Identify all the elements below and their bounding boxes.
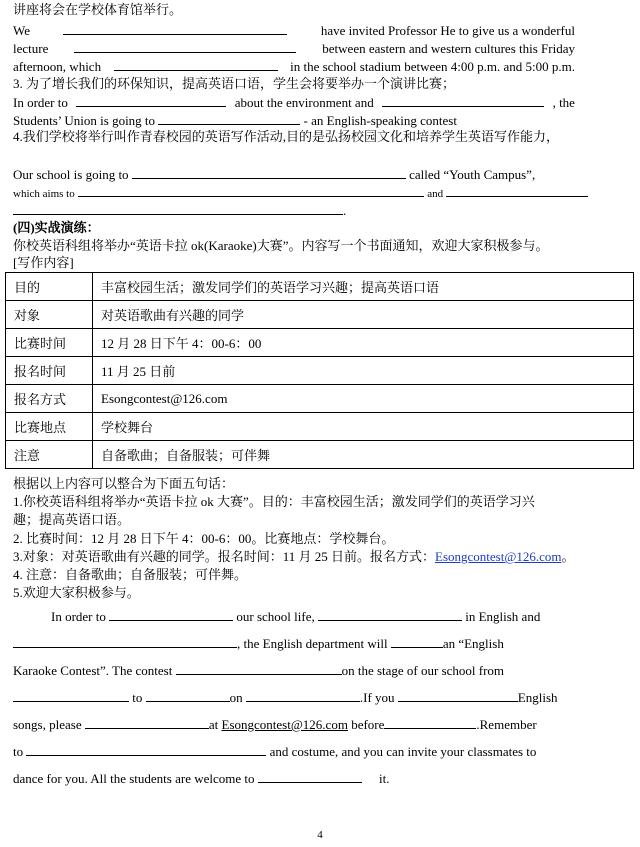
passage-line-3: Karaoke Contest”. The contest on the stage of our school from [13, 663, 505, 678]
table-row [6, 329, 634, 357]
table-cell-label: 比赛地点 [6, 413, 93, 441]
passage-line-2: , the English department will an “English [13, 635, 575, 652]
table-cell-value: 学校舞台 [93, 413, 634, 441]
answer-blank[interactable] [109, 608, 233, 621]
contest-info-table [5, 272, 634, 469]
table-cell-value: 对英语歌曲有兴趣的同学 [93, 301, 634, 329]
section-title: (四)实战演练： [13, 220, 100, 235]
table-row [6, 273, 634, 301]
table-row [6, 413, 634, 441]
answer-blank[interactable] [26, 743, 266, 756]
table-cell-label: 报名时间 [6, 357, 93, 385]
answer-blank[interactable] [78, 184, 424, 197]
answer-blank[interactable] [158, 112, 300, 125]
table-row [6, 441, 634, 469]
answer-blank[interactable] [13, 689, 129, 702]
passage-line-4: to on .If you English [13, 689, 575, 706]
question-2-line-2: lecture between eastern and western cultures this Friday [13, 41, 575, 56]
question-4-chinese: 4.我们学校将举行叫作青春校园的英语写作活动,目的是弘扬校园文化和培养学生英语写作能力， [13, 129, 560, 144]
note-1a: 1.你校英语科组将举办“英语卡拉 ok 大赛”。目的：丰富校园生活；激发同学们的英语学习兴 [13, 494, 535, 509]
note-3: 3.对象：对英语歌曲有兴趣的同学。报名时间：11 月 25 日前。报名方式：Esongcontest@126.com。 [13, 549, 575, 564]
table-cell-value: 12 月 28 日下午 4：00-6：00 [93, 329, 634, 357]
question-3-chinese: 3. 为了增长我们的环保知识，提高英语口语，学生会将要举办一个演讲比赛； [13, 76, 456, 91]
answer-blank[interactable] [13, 202, 343, 215]
table-cell-label: 注意 [6, 441, 93, 469]
answer-blank[interactable] [76, 94, 226, 107]
answer-blank[interactable] [132, 166, 406, 179]
answer-blank[interactable] [176, 662, 342, 675]
lecture-location-sentence: 讲座将会在学校体育馆举行。 [13, 2, 183, 17]
answer-blank[interactable] [63, 22, 287, 35]
answer-blank[interactable] [246, 689, 360, 702]
question-2-line-3: afternoon, which in the school stadium between 4:00 p.m. and 5:00 p.m. [13, 59, 575, 74]
answer-blank[interactable] [384, 716, 476, 729]
note-2: 2. 比赛时间：12 月 28 日下午 4：00-6：00。比赛地点：学校舞台。 [13, 531, 395, 546]
note-1b: 趣；提高英语口语。 [13, 512, 131, 527]
table-cell-label: 比赛时间 [6, 329, 93, 357]
answer-blank[interactable] [146, 689, 230, 702]
answer-blank[interactable] [74, 40, 296, 53]
table-cell-label: 报名方式 [6, 385, 93, 413]
passage-line-7: dance for you. All the students are welcome to it. [13, 771, 390, 786]
answer-blank[interactable] [13, 635, 237, 648]
question-2-line-1: We have invited Professor He to give us a wonderful [13, 23, 575, 38]
question-4-line-1: Our school is going to called “Youth Campus”, [13, 167, 536, 182]
note-5: 5.欢迎大家积极参与。 [13, 585, 140, 600]
question-3-line-2: Students’ Union is going to - an English-speaking contest [13, 113, 457, 128]
page-number: 4 [317, 829, 323, 841]
note-4: 4. 注意：自备歌曲；自备服装；可伴舞。 [13, 567, 248, 582]
question-4-line-3: . [13, 202, 575, 219]
table-row [6, 385, 634, 413]
table-cell-value: 11 月 25 日前 [93, 357, 634, 385]
notes-lead: 根据以上内容可以整合为下面五句话： [13, 476, 235, 491]
answer-blank[interactable] [446, 184, 588, 197]
answer-blank[interactable] [391, 635, 443, 648]
table-row [6, 301, 634, 329]
answer-blank[interactable] [398, 689, 518, 702]
answer-blank[interactable] [85, 716, 209, 729]
table-cell-value: 丰富校园生活；激发同学们的英语学习兴趣；提高英语口语 [93, 273, 634, 301]
table-cell-label: 对象 [6, 301, 93, 329]
answer-blank[interactable] [258, 770, 362, 783]
table-cell-value: Esongcontest@126.com [93, 385, 634, 413]
passage-line-5: songs, please at Esongcontest@126.com before .Remember [13, 717, 537, 732]
answer-blank[interactable] [114, 58, 278, 71]
passage-line-6: to and costume, and you can invite your classmates to [13, 744, 537, 759]
answer-blank[interactable] [318, 608, 462, 621]
section-intro: 你校英语科组将举办“英语卡拉 ok(Karaoke)大赛”。内容写一个书面通知，欢迎大家积极参与。 [13, 238, 549, 253]
writing-content-label: [写作内容] [13, 255, 74, 270]
question-3-line-1: In order to about the environment and , the [13, 95, 575, 110]
question-4-line-2: which aims to and [13, 184, 575, 202]
email-address[interactable]: Esongcontest@126.com [221, 717, 348, 732]
table-cell-value: 自备歌曲；自备服装；可伴舞 [93, 441, 634, 469]
answer-blank[interactable] [382, 94, 544, 107]
passage-line-1: In order to our school life, in English and [51, 609, 541, 624]
email-link[interactable]: Esongcontest@126.com [435, 549, 562, 564]
table-row [6, 357, 634, 385]
table-cell-label: 目的 [6, 273, 93, 301]
